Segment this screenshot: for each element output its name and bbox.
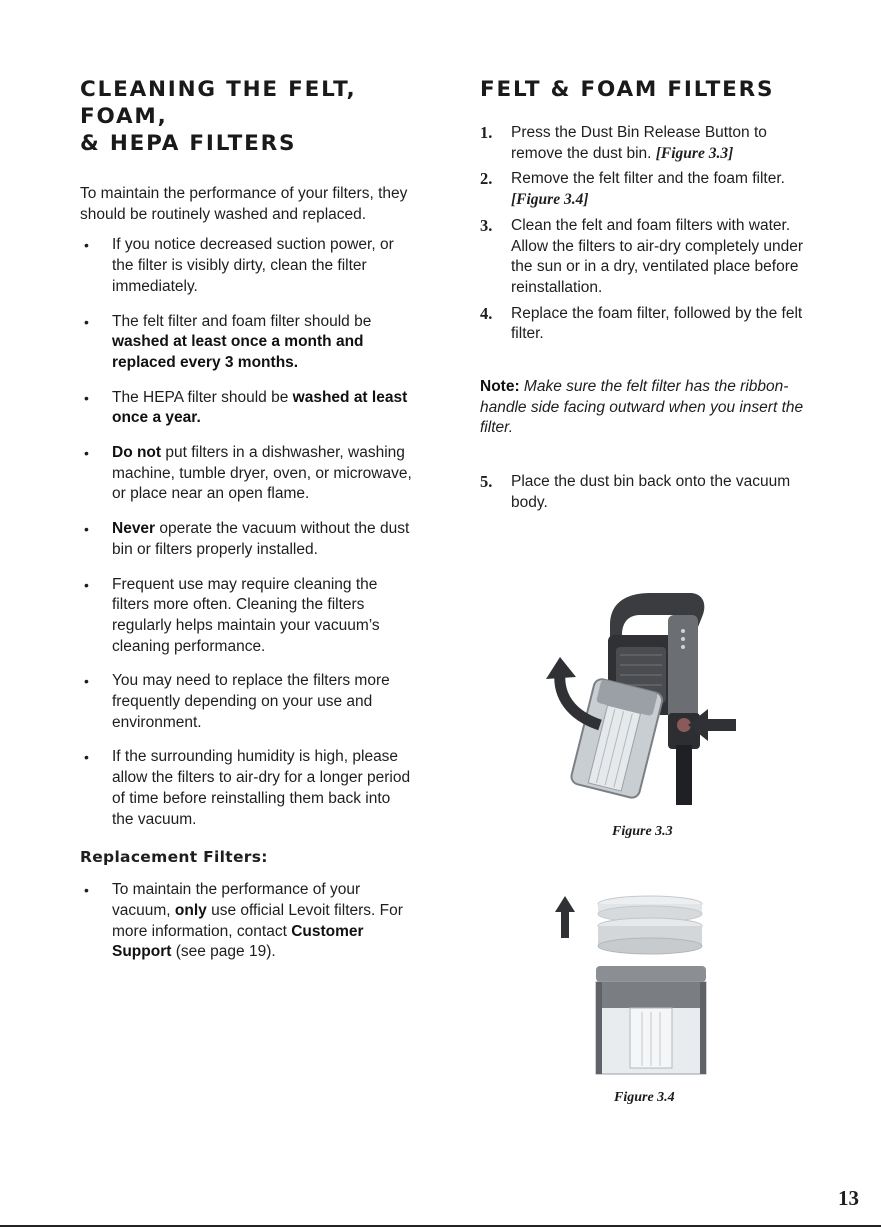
- list-item: • Do not put filters in a dishwasher, washing machine, tumble dryer, oven, or microwave, or place near an open flame.: [84, 444, 412, 503]
- step-item: 4. Replace the foam filter, followed by the felt filter.: [480, 303, 803, 343]
- page-number: 13: [838, 1186, 859, 1210]
- figure-3-4-caption: Figure 3.4: [614, 1090, 675, 1105]
- step-item: 5. Place the dust bin back onto the vacuum body.: [480, 472, 791, 511]
- figure-3-3-caption: Figure 3.3: [612, 824, 673, 839]
- cleaning-bullet-list: [80, 235, 415, 830]
- bottom-rule: [0, 1225, 881, 1227]
- list-item: • Frequent use may require cleaning the filters more often. Cleaning the filters regularly helps maintain your vacuum’s cleaning performance.: [84, 575, 380, 655]
- list-item: • If the surrounding humidity is high, please allow the filters to air-dry for a longer period of time before reinstalling them back into the vacuum.: [84, 748, 411, 828]
- left-column: [80, 76, 415, 977]
- list-item: • The HEPA filter should be washed at least once a year.: [84, 388, 408, 427]
- step-item: 3. Clean the felt and foam filters with water. Allow the filters to air-dry completely under the sun or in a dry, ventilated place before reinstallation.: [480, 215, 804, 296]
- intro-paragraph: To maintain the performance of your filters, they should be routinely washed and replaced.: [80, 185, 408, 223]
- step-item: 1. Press the Dust Bin Release Button to remove the dust bin. [Figure 3.3]: [480, 123, 767, 162]
- list-item: • If you notice decreased suction power, or the filter is visibly dirty, clean the filter immediately.: [84, 236, 394, 295]
- list-item: • You may need to replace the filters more frequently depending on your use and environment.: [84, 672, 390, 731]
- figure-3-3-dust-bin-removal-illustration: [540, 585, 750, 815]
- replacement-bullet-list: [80, 880, 415, 963]
- right-column: [480, 76, 820, 519]
- list-item: • Never operate the vacuum without the dust bin or filters properly installed.: [84, 520, 410, 558]
- section-title-felt-foam: FELT & FOAM FILTERS: [480, 77, 775, 102]
- steps-list-continued: [480, 472, 820, 513]
- replacement-filters-heading: Replacement Filters:: [80, 848, 268, 867]
- step-item: 2. Remove the felt filter and the foam filter. [Figure 3.4]: [480, 169, 785, 209]
- section-title-cleaning: CLEANING THE FELT, FOAM, & HEPA FILTERS: [80, 77, 357, 156]
- list-item: • The felt filter and foam filter should be washed at least once a month and replaced every 3 months.: [84, 312, 372, 371]
- steps-list: [480, 123, 820, 345]
- figure-3-4-filter-removal-illustration: [550, 890, 720, 1080]
- list-item: • To maintain the performance of your vacuum, only use official Levoit filters. For more information, contact Customer Support (see page 19).: [84, 881, 403, 961]
- note-paragraph: Note: Make sure the felt filter has the ribbon-handle side facing outward when you insert the filter.: [480, 378, 804, 437]
- customer-support-reference: Customer Support: [112, 922, 364, 961]
